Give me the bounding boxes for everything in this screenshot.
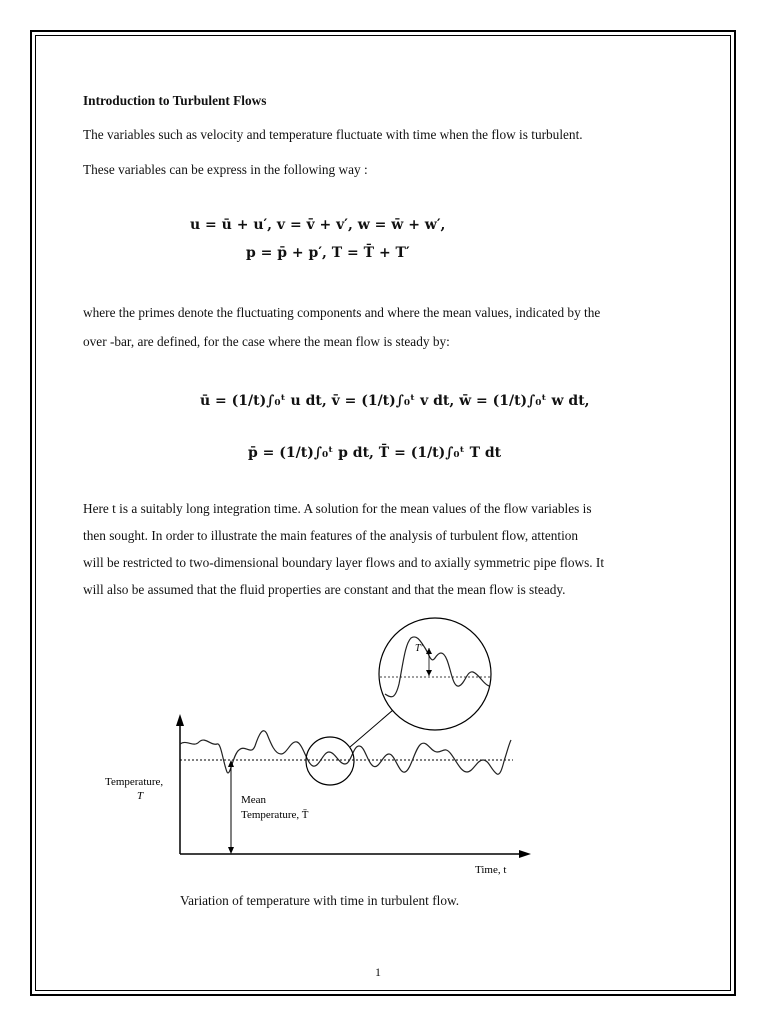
- zoom-source-circle: [306, 737, 354, 785]
- paragraph-3-line-1: where the primes denote the fluctuating components and where the mean values, indicated by the: [83, 305, 601, 320]
- zoom-circle: [379, 618, 491, 730]
- paragraph-1: The variables such as velocity and temperature fluctuate with time when the flow is turbulent.: [83, 127, 583, 142]
- temperature-signal: [180, 731, 511, 774]
- equation-decomposition-line-1: u = ū + u′, v = v̄ + v′, w = w̄ + w′,: [190, 217, 446, 233]
- paragraph-3-line-2: over -bar, are defined, for the case where the mean flow is steady by:: [83, 334, 450, 349]
- y-axis-label-line-1: Temperature,: [105, 776, 164, 788]
- mean-arrow-head-bottom: [228, 847, 234, 854]
- equation-mean-line-2: p̄ = (1/t)∫₀ᵗ p dt, T̄ = (1/t)∫₀ᵗ T dt: [248, 445, 502, 461]
- figure-caption: Variation of temperature with time in turbulent flow.: [180, 893, 460, 908]
- equation-mean-line-1: ū = (1/t)∫₀ᵗ u dt, v̄ = (1/t)∫₀ᵗ v dt, w̄ = (1/t)∫₀ᵗ w dt,: [200, 393, 590, 409]
- paragraph-4-line-3: will be restricted to two-dimensional boundary layer flows and to axially symmetric pipe flows. It: [83, 555, 605, 570]
- paragraph-4-line-1: Here t is a suitably long integration time. A solution for the mean values of the flow variables is: [83, 501, 592, 516]
- equation-decomposition-line-2: p = p̄ + p′, T = T̄ + T′: [246, 245, 410, 261]
- paragraph-4-line-4: will also be assumed that the fluid properties are constant and that the mean flow is steady.: [83, 582, 566, 597]
- turbulence-figure: [95, 614, 535, 884]
- paragraph-2: These variables can be express in the following way :: [83, 162, 368, 177]
- x-axis-arrow: [519, 850, 531, 858]
- section-heading: Introduction to Turbulent Flows: [83, 93, 267, 108]
- page-number: 1: [375, 965, 381, 979]
- paragraph-4-line-2: then sought. In order to illustrate the main features of the analysis of turbulent flow, attention: [83, 528, 579, 543]
- mean-label-line-2: Temperature, T̄: [241, 809, 309, 821]
- x-axis-label: Time, t: [475, 864, 507, 876]
- y-axis-label-line-2: T: [137, 790, 144, 802]
- zoom-label: T′: [415, 643, 423, 654]
- y-axis-arrow: [176, 714, 184, 726]
- mean-label-line-1: Mean: [241, 794, 267, 806]
